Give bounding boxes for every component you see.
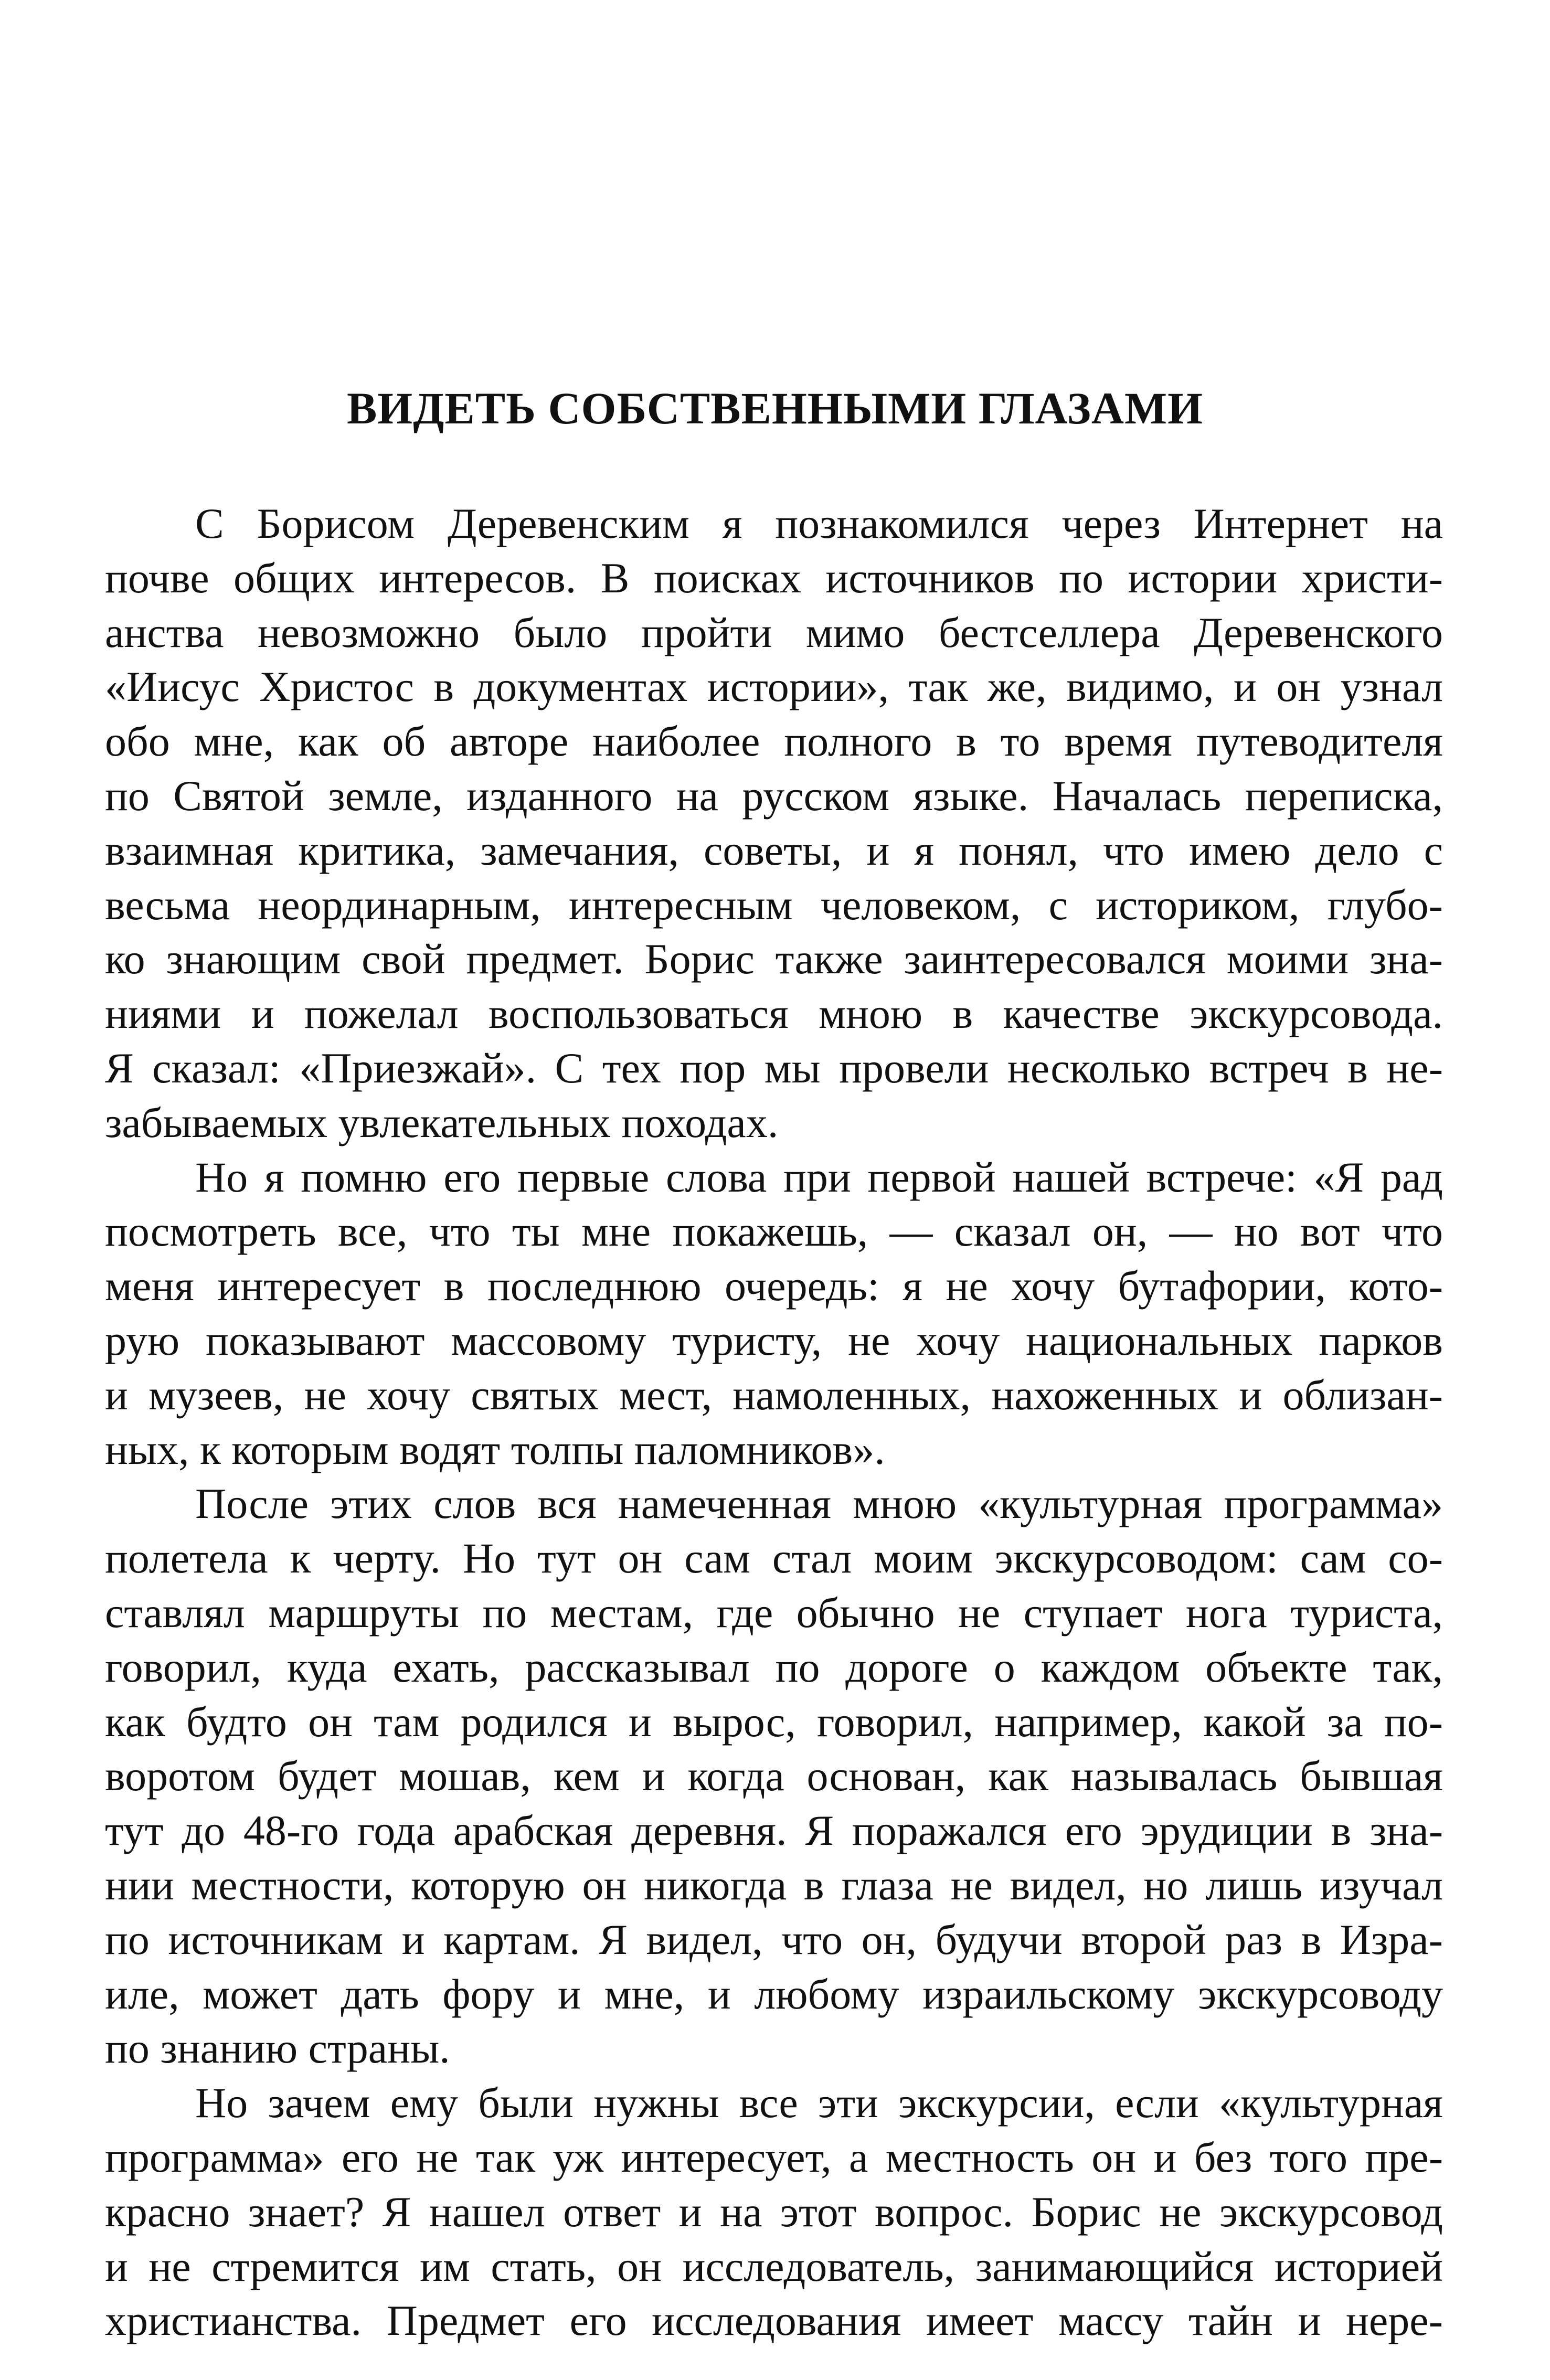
text-line: С Борисом Деревенским я познакомился через Интернет на	[195, 500, 1443, 547]
text-line: почве общих интересов. В поисках источников по истории христи-	[105, 554, 1443, 602]
text-line: забываемых увлекательных походах.	[105, 1098, 779, 1146]
text-line: ко знающим свой предмет. Борис также заинтересовался моими зна-	[105, 935, 1443, 983]
text-line: обо мне, как об авторе наиболее полного в то время путеводителя	[105, 717, 1443, 766]
paragraph	[105, 496, 1443, 1150]
text-line: по источникам и картам. Я видел, что он, будучи второй раз в Изра-	[105, 1915, 1443, 1963]
text-line: меня интересует в последнюю очередь: я не хочу бутафории, кото-	[105, 1262, 1443, 1310]
text-line: ных, к которым водят толпы паломников».	[105, 1425, 885, 1473]
text-line: по знанию страны.	[105, 2024, 450, 2073]
text-line: ниями и пожелал воспользоваться мною в качестве экскурсовода.	[105, 990, 1443, 1038]
text-line: и не стремится им стать, он исследователь, занимающийся историей	[105, 2242, 1443, 2290]
text-line: программа» его не так уж интересует, а местность он и без того пре-	[105, 2133, 1443, 2181]
text-line: воротом будет мошав, кем и когда основан, как называлась бывшая	[105, 1752, 1443, 1800]
text-line: говорил, куда ехать, рассказывал по дороге о каждом объекте так,	[105, 1643, 1443, 1691]
paragraph	[105, 1476, 1443, 2076]
body-text	[105, 496, 1443, 2348]
text-line: как будто он там родился и вырос, говорил, например, какой за по-	[105, 1697, 1443, 1746]
text-line: весьма неординарным, интересным человеком, с историком, глубо-	[105, 880, 1443, 929]
text-line: взаимная критика, замечания, советы, и я понял, что имею дело с	[105, 826, 1443, 874]
page-title: ВИДЕТЬ СОБСТВЕННЫМИ ГЛАЗАМИ	[346, 383, 1204, 433]
text-line: анства невозможно было пройти мимо бестселлера Деревенского	[105, 608, 1443, 656]
paragraph	[105, 1150, 1443, 1477]
text-line: тут до 48-го года арабская деревня. Я поражался его эрудиции в зна-	[105, 1807, 1443, 1855]
text-line: После этих слов вся намеченная мною «культурная программа»	[195, 1480, 1443, 1528]
text-line: христианства. Предмет его исследования имеет массу тайн и нере-	[105, 2297, 1443, 2345]
text-line: посмотреть все, что ты мне покажешь, — сказал он, — но вот что	[105, 1207, 1443, 1256]
text-line: рую показывают массовому туристу, не хочу национальных парков	[105, 1316, 1443, 1364]
text-line: красно знает? Я нашел ответ и на этот вопрос. Борис не экскурсовод	[105, 2187, 1443, 2236]
text-line: Я сказал: «Приезжай». С тех пор мы провели несколько встреч в не-	[105, 1044, 1443, 1092]
text-line: ставлял маршруты по местам, где обычно не ступает нога туриста,	[105, 1588, 1443, 1637]
text-line: Но я помню его первые слова при первой нашей встрече: «Я рад	[195, 1153, 1443, 1201]
paragraph	[105, 2076, 1443, 2348]
text-line: по Святой земле, изданного на русском языке. Началась переписка,	[105, 771, 1443, 820]
text-line: Но зачем ему были нужны все эти экскурсии, если «культурная	[195, 2079, 1443, 2127]
text-line: «Иисус Христос в документах истории», так же, видимо, и он узнал	[105, 663, 1443, 711]
text-line: и музеев, не хочу святых мест, намоленных, нахоженных и облизан-	[105, 1370, 1443, 1419]
text-line: полетела к черту. Но тут он сам стал моим экскурсоводом: сам со-	[105, 1534, 1443, 1582]
text-line: нии местности, которую он никогда в глаза не видел, но лишь изучал	[105, 1861, 1443, 1909]
text-line: иле, может дать фору и мне, и любому израильскому экскурсоводу	[105, 1970, 1443, 2018]
